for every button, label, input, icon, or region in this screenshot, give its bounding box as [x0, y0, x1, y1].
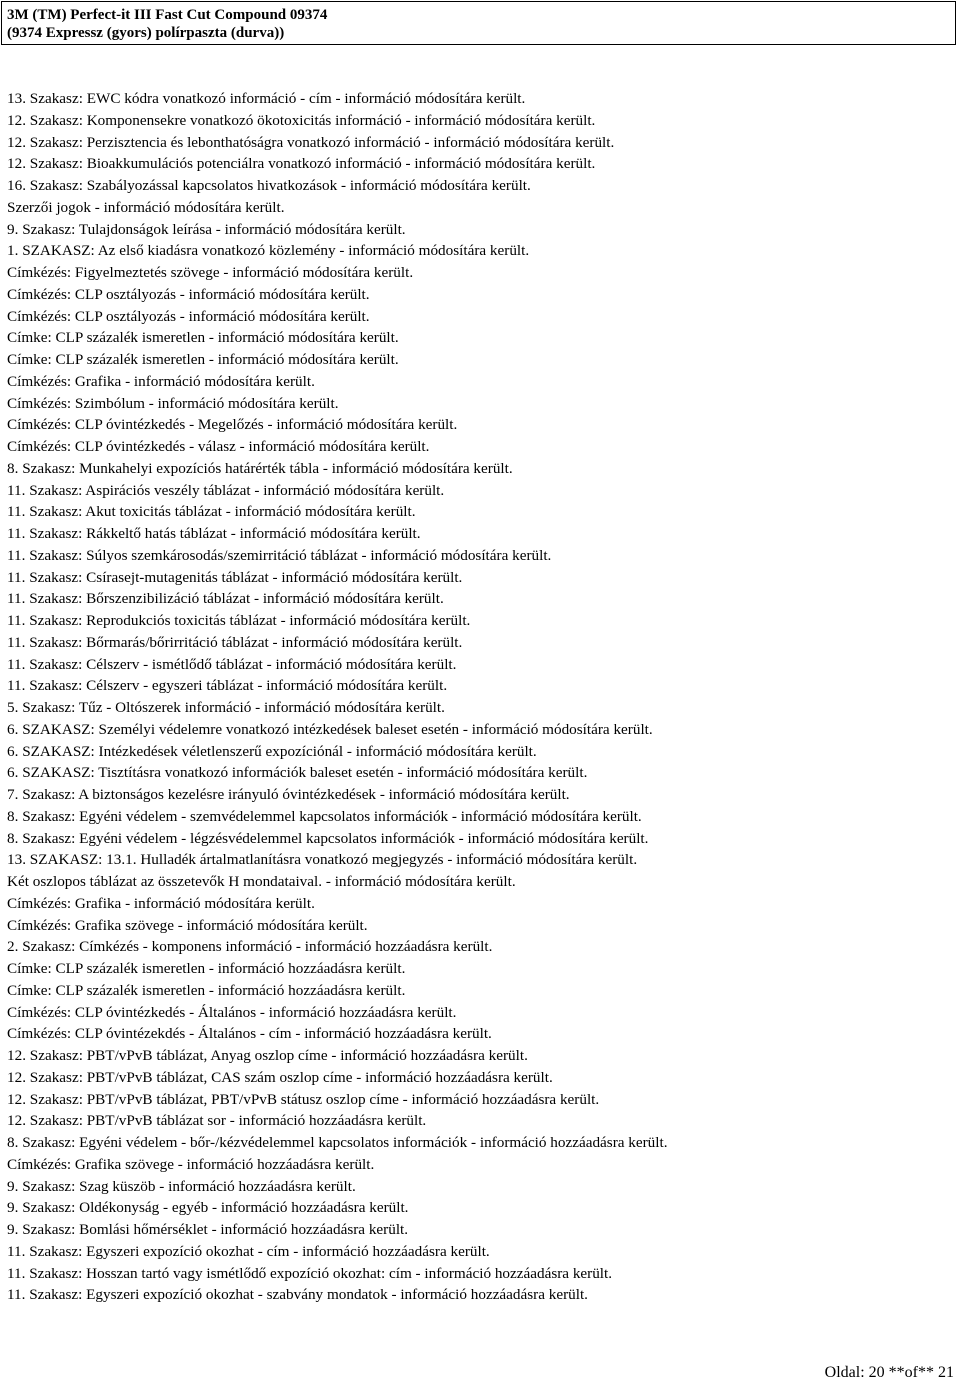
- change-entry: 11. Szakasz: Bőrmarás/bőrirritáció táblázat - információ módosítára került.: [7, 633, 463, 651]
- change-entry: 12. Szakasz: Perzisztencia és lebonthatóságra vonatkozó információ - információ módosítára került.: [7, 133, 615, 151]
- change-entry: 11. Szakasz: Reprodukciós toxicitás táblázat - információ módosítára került.: [7, 612, 471, 629]
- change-entry: 12. Szakasz: PBT/vPvB táblázat, PBT/vPvB státusz oszlop címe - információ hozzáadásra került.: [7, 1090, 600, 1108]
- change-entry: Címkézés: CLP osztályozás - információ módosítára került.: [7, 285, 370, 303]
- change-entry: Címkézés: CLP osztályozás - információ módosítára került.: [7, 307, 370, 325]
- change-entry: 11. Szakasz: Egyszeri expozíció okozhat - cím - információ hozzáadásra került.: [7, 1242, 490, 1260]
- change-entry: 8. Szakasz: Egyéni védelem - szemvédelemmel kapcsolatos információk - információ módosítára került.: [7, 807, 642, 825]
- change-entry: Címke: CLP százalék ismeretlen - információ hozzáadásra került.: [7, 981, 406, 999]
- change-entry: Címkézés: Grafika szövege - információ módosítára került.: [7, 916, 368, 934]
- change-entry: 1. SZAKASZ: Az első kiadásra vonatkozó közlemény - információ módosítára került.: [7, 242, 530, 260]
- document-header: [1, 1, 956, 45]
- product-subtitle: (9374 Expressz (gyors) polírpaszta (durva)): [7, 25, 285, 41]
- change-entry: Címke: CLP százalék ismeretlen - információ módosítára került.: [7, 351, 399, 368]
- change-entry: 11. Szakasz: Rákkeltő hatás táblázat - információ módosítára került.: [7, 525, 421, 542]
- change-entry: 8. Szakasz: Egyéni védelem - légzésvédelemmel kapcsolatos információk - információ módosítára került.: [7, 829, 649, 847]
- change-entry: Két oszlopos táblázat az összetevők H mondataival. - információ módosítára került.: [7, 873, 516, 890]
- change-entry: Címkézés: Grafika - információ módosítára került.: [7, 894, 315, 912]
- change-entry: 5. Szakasz: Tűz - Oltószerek információ - információ módosítára került.: [7, 699, 445, 716]
- change-entry: 11. Szakasz: Aspirációs veszély táblázat - információ módosítára került.: [7, 481, 445, 499]
- change-entry: 11. Szakasz: Akut toxicitás táblázat - információ módosítára került.: [7, 503, 416, 521]
- change-entry: 2. Szakasz: Címkézés - komponens információ - információ hozzáadásra került.: [7, 938, 493, 956]
- change-entry: Címkézés: CLP óvintézkedés - Általános - információ hozzáadásra került.: [7, 1003, 457, 1021]
- page-number: Oldal: 20 **of** 21: [824, 1364, 954, 1381]
- change-entry: 12. Szakasz: PBT/vPvB táblázat, CAS szám oszlop címe - információ hozzáadásra került.: [7, 1068, 553, 1086]
- change-entry: Címkézés: CLP óvintézkedés - válasz - információ módosítára került.: [7, 438, 430, 455]
- change-entry: Címkézés: Figyelmeztetés szövege - információ módosítára került.: [7, 264, 414, 281]
- change-entry: 8. Szakasz: Egyéni védelem - bőr-/kézvédelemmel kapcsolatos információk - információ hozzáadásra került.: [7, 1134, 668, 1151]
- product-name: 3M (TM) Perfect-it III Fast Cut Compound 09374: [7, 7, 328, 23]
- change-entry: 16. Szakasz: Szabályozással kapcsolatos hivatkozások - információ módosítára került.: [7, 177, 531, 194]
- change-entry: 7. Szakasz: A biztonságos kezelésre irányuló óvintézkedések - információ módosítára került.: [7, 786, 570, 803]
- change-entry: Címkézés: CLP óvintézkedés - Megelőzés - információ módosítára került.: [7, 416, 458, 434]
- revision-change-list: [7, 88, 668, 1306]
- change-entry: Címkézés: Grafika szövege - információ hozzáadásra került.: [7, 1155, 375, 1173]
- change-entry: 6. SZAKASZ: Tisztításra vonatkozó információk baleset esetén - információ módosítára került.: [7, 764, 588, 782]
- change-entry: 11. Szakasz: Bőrszenzibilizáció táblázat - információ módosítára került.: [7, 590, 444, 608]
- change-entry: 11. Szakasz: Hosszan tartó vagy ismétlődő expozíció okozhat: cím - információ hozzáadásra került.: [7, 1264, 613, 1282]
- change-entry: Címkézés: Szimbólum - információ módosítára került.: [7, 394, 339, 412]
- change-entry: Címkézés: CLP óvintézekdés - Általános - cím - információ hozzáadásra került.: [7, 1025, 492, 1043]
- change-entry: 13. SZAKASZ: 13.1. Hulladék ártalmatlanításra vonatkozó megjegyzés - információ módosítára került.: [7, 851, 638, 869]
- change-entry: Címke: CLP százalék ismeretlen - információ módosítára került.: [7, 329, 399, 347]
- change-entry: 9. Szakasz: Bomlási hőmérséklet - információ hozzáadásra került.: [7, 1221, 409, 1238]
- change-entry: 12. Szakasz: Komponensekre vonatkozó ökotoxicitás információ - információ módosítára került.: [7, 111, 596, 129]
- change-entry: 11. Szakasz: Célszerv - egyszeri táblázat - információ módosítára került.: [7, 677, 448, 695]
- change-entry: 11. Szakasz: Csírasejt-mutagenitás táblázat - információ módosítára került.: [7, 568, 463, 586]
- change-entry: 8. Szakasz: Munkahelyi expozíciós határérték tábla - információ módosítára került.: [7, 459, 513, 477]
- change-entry: 12. Szakasz: PBT/vPvB táblázat, Anyag oszlop címe - információ hozzáadásra került.: [7, 1047, 528, 1064]
- change-entry: 12. Szakasz: PBT/vPvB táblázat sor - információ hozzáadásra került.: [7, 1112, 427, 1130]
- change-entry: 6. SZAKASZ: Személyi védelemre vonatkozó intézkedések baleset esetén - információ módosítára került.: [7, 720, 653, 738]
- change-entry: 9. Szakasz: Tulajdonságok leírása - információ módosítára került.: [7, 220, 406, 238]
- change-entry: Szerzői jogok - információ módosítára került.: [7, 198, 285, 216]
- change-entry: 11. Szakasz: Súlyos szemkárosodás/szemirritáció táblázat - információ módosítára került.: [7, 546, 552, 564]
- change-entry: 11. Szakasz: Célszerv - ismétlődő táblázat - információ módosítára került.: [7, 655, 457, 673]
- change-entry: 9. Szakasz: Szag küszöb - információ hozzáadásra került.: [7, 1177, 356, 1195]
- change-entry: 11. Szakasz: Egyszeri expozíció okozhat - szabvány mondatok - információ hozzáadásra került.: [7, 1286, 588, 1304]
- change-entry: 12. Szakasz: Bioakkumulációs potenciálra vonatkozó információ - információ módosítára került.: [7, 155, 596, 173]
- change-entry: 9. Szakasz: Oldékonyság - egyéb - információ hozzáadásra került.: [7, 1199, 409, 1217]
- change-entry: 13. Szakasz: EWC kódra vonatkozó információ - cím - információ módosítára került.: [7, 90, 526, 107]
- change-entry: Címkézés: Grafika - információ módosítára került.: [7, 372, 315, 390]
- change-entry: 6. SZAKASZ: Intézkedések véletlenszerű expozíciónál - információ módosítára került.: [7, 742, 537, 760]
- change-entry: Címke: CLP százalék ismeretlen - információ hozzáadásra került.: [7, 960, 406, 977]
